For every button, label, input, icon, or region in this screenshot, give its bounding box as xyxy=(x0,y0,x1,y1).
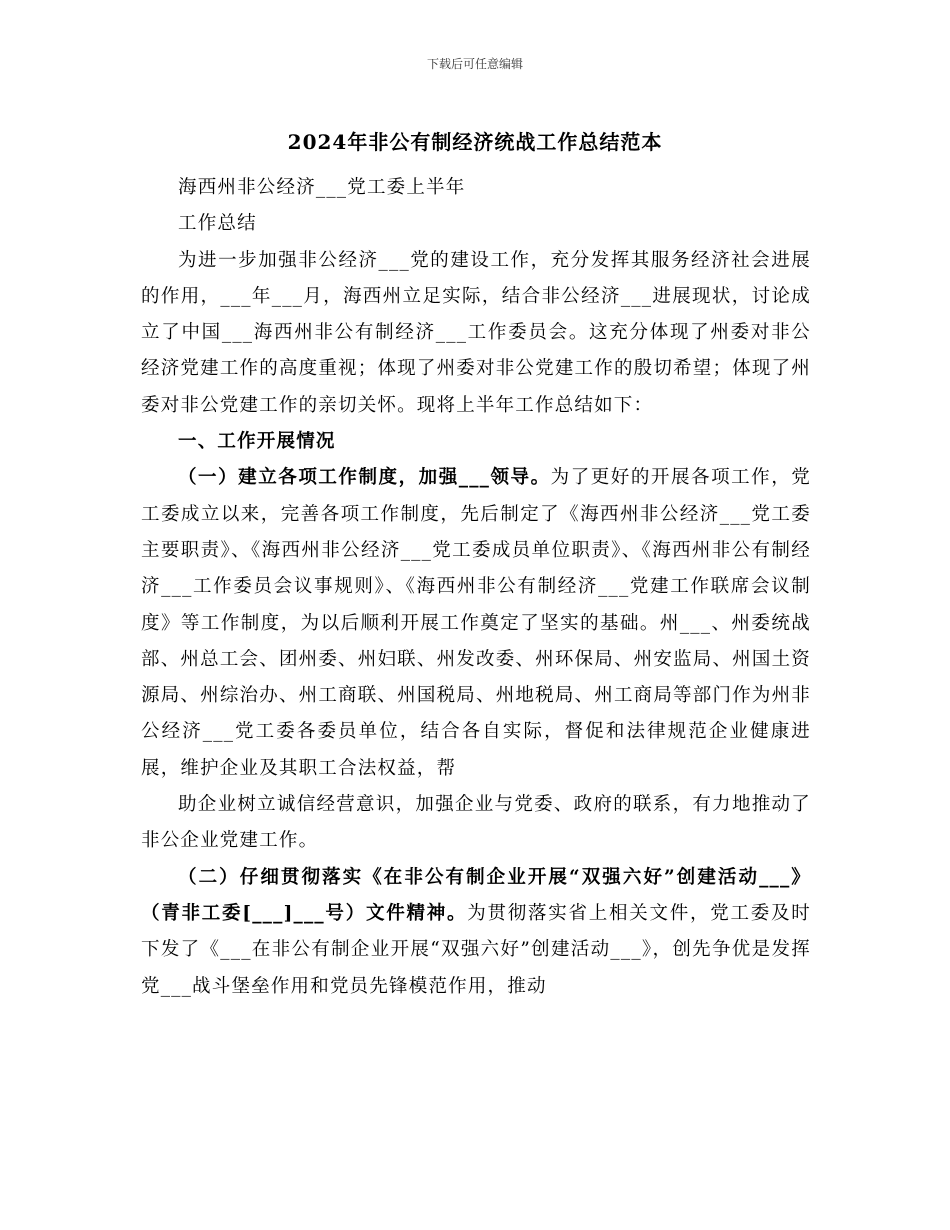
item-1-text: 为了更好的开展各项工作，党工委成立以来，完善各项工作制度，先后制定了《海西州非公经济___党工委主要职责》、《海西州非公经济___党工委成员单位职责》、《海西州非公有制经济___工作委员会议事规则》、《海西州非公有制经济___党建工作联席会议制度》等工作制度，为以后顺利开展工作奠定了坚实的基础。州___、州委统战部、州总工会、团州委、州妇联、州发改委、州环保局、州安监局、州国土资源局、州综治办、州工商联、州国税局、州地税局、州工商局等部门作为州非公经济___党工委各委员单位，结合各自实际，督促和法律规范企业健康进展，维护企业及其职工合法权益，帮 xyxy=(141,467,811,779)
paragraph-subtitle-line1: 海西州非公经济___党工委上半年 xyxy=(178,177,466,198)
paragraph-subtitle-line2: 工作总结 xyxy=(178,213,257,235)
paragraph-continuation: 助企业树立诚信经营意识，加强企业与党委、政府的联系，有力地推动了非公企业党建工作。 xyxy=(141,794,811,852)
header-note: 下载后可任意编辑 xyxy=(426,57,523,71)
item-1-heading: （一）建立各项工作制度，加强___领导。 xyxy=(178,467,551,489)
item-2-text: 为贯彻落实省上相关文件，党工委及时下发了《___在非公有制企业开展“双强六好”创建活动___》，创先争优是发挥党___战斗堡垒作用和党员先锋模范作用，推动 xyxy=(141,902,811,997)
document-body xyxy=(141,170,811,1005)
paragraph-item-1 xyxy=(141,460,811,787)
item-2-heading: （二）仔细贯彻落实《在非公有制企业开展“双强六好”创建活动___》（青非工委[___]___号）文件精神。 xyxy=(141,866,811,924)
paragraph-item-2 xyxy=(141,860,811,1005)
section-heading-1: 一、工作开展情况 xyxy=(178,431,336,453)
document-title: 2024年非公有制经济统战工作总结范本 xyxy=(287,130,663,154)
paragraph-intro: 为进一步加强非公经济___党的建设工作，充分发挥其服务经济社会进展的作用，___年___月，海西州立足实际，结合非公经济___进展现状，讨论成立了中国___海西州非公有制经济___工作委员会。这充分体现了州委对非公经济党建工作的高度重视；体现了州委对非公党建工作的殷切希望；体现了州委对非公党建工作的亲切关怀。现将上半年工作总结如下： xyxy=(141,249,811,416)
